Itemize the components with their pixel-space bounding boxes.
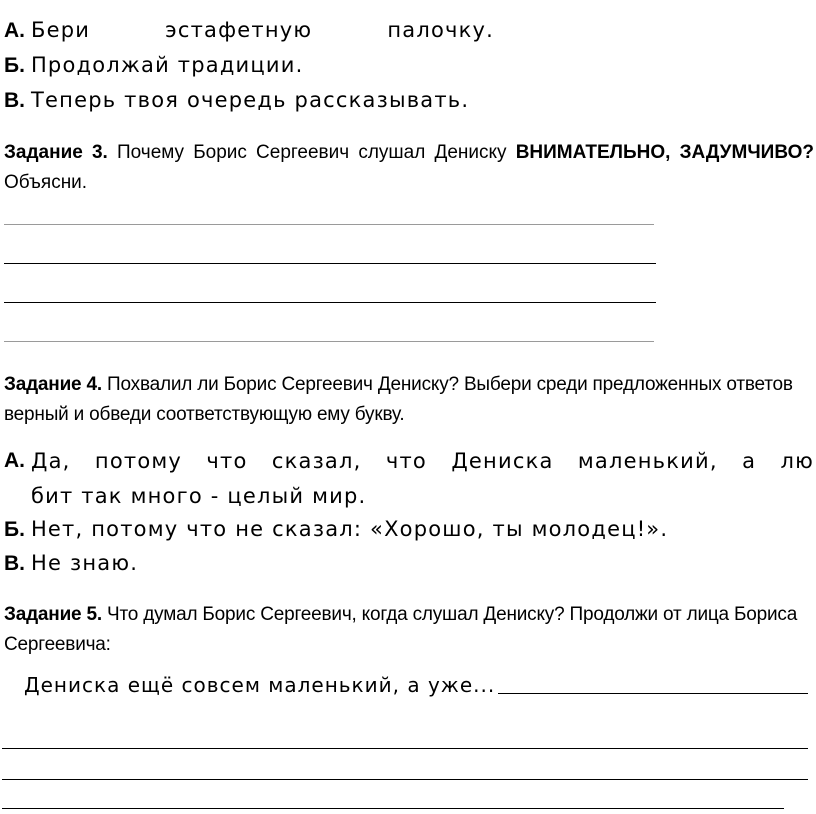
- top-option-c: [4, 88, 469, 113]
- task-tail: Объясни.: [4, 172, 88, 193]
- option-word: Бери: [31, 18, 91, 42]
- answer-line[interactable]: [2, 808, 784, 809]
- answer-line[interactable]: [4, 302, 656, 303]
- answer-line[interactable]: [4, 263, 656, 264]
- task4-option-a: [4, 449, 814, 473]
- task4-option-b: [4, 517, 668, 542]
- top-option-b: [4, 53, 303, 78]
- task4-option-c: [4, 551, 138, 576]
- answer-line[interactable]: [2, 748, 808, 749]
- task4-option-a-cont: [31, 484, 366, 508]
- answer-line[interactable]: [2, 779, 808, 780]
- top-option-a: [4, 18, 494, 43]
- option-letter: А.: [4, 449, 25, 472]
- task-label: Задание 4.: [4, 374, 102, 395]
- answer-line[interactable]: [498, 693, 808, 694]
- task-emphasis: ВНИМАТЕЛЬНО, ЗАДУМЧИВО?: [515, 142, 814, 163]
- option-text-line1: Да, потому что сказал, что Дениска маленький, а лю: [31, 449, 814, 473]
- task5-prompt: [24, 673, 495, 697]
- task-4: [4, 370, 814, 430]
- task-text: Похвалил ли Борис Сергеевич Дениску? Выбери среди предложенных ответов верный и обведи соответствующую ему букву.: [4, 374, 793, 425]
- option-text: Теперь твоя очередь рассказывать.: [31, 88, 470, 112]
- task-5: [4, 600, 814, 660]
- option-word: палочку.: [387, 18, 494, 42]
- option-letter: Б.: [4, 518, 25, 541]
- option-letter: Б.: [4, 54, 25, 77]
- option-letter: В.: [4, 552, 25, 575]
- task-3: [4, 138, 814, 198]
- option-letter: В.: [4, 89, 25, 112]
- task-text: Почему Борис Сергеевич слушал Дениску: [116, 142, 507, 163]
- option-word: эстафетную: [165, 18, 313, 42]
- option-text: Продолжай традиции.: [30, 53, 304, 77]
- prompt-text: Дениска ещё совсем маленький, а уже...: [24, 673, 496, 697]
- option-letter: А.: [4, 19, 25, 42]
- task-text: Что думал Борис Сергеевич, когда слушал Дениску? Продолжи от лица Бориса Сергеевича:: [4, 604, 798, 655]
- task-label: Задание 5.: [4, 604, 102, 625]
- option-text: Не знаю.: [31, 551, 139, 575]
- option-text: Нет, потому что не сказал: «Хорошо, ты молодец!».: [30, 517, 669, 541]
- task-label: Задание 3.: [4, 142, 108, 163]
- option-text-line2: бит так много - целый мир.: [31, 484, 367, 508]
- answer-line[interactable]: [4, 224, 654, 225]
- answer-line[interactable]: [4, 341, 654, 342]
